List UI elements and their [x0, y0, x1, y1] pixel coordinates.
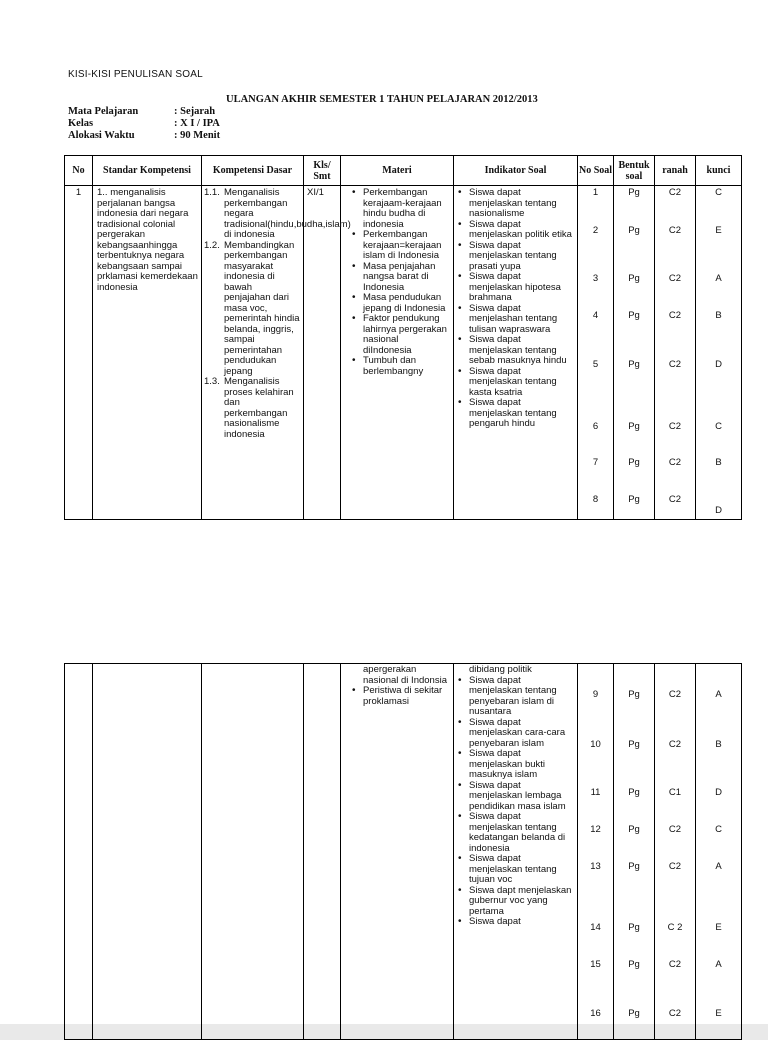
- list-item: • Tumbuh dan berlembangny: [349, 356, 449, 377]
- table-header-row: [65, 156, 742, 186]
- exam-title: ULANGAN AKHIR SEMESTER 1 TAHUN PELAJARAN 2012/2013: [226, 94, 538, 105]
- materi-continued: apergerakan nasional di Indonsia: [363, 664, 447, 686]
- no-soal: 12: [590, 824, 601, 835]
- table-row: [65, 186, 742, 520]
- kunci: E: [715, 225, 722, 236]
- no-soal: 3: [592, 273, 599, 284]
- kisi-kisi-table-continued: [64, 663, 742, 1040]
- list-item: • Siswa dapat menjelaskan lembaga pendidikan masa islam: [455, 781, 573, 813]
- no-soal: 4: [592, 310, 599, 321]
- materi: [341, 186, 454, 520]
- kd-item: [204, 377, 300, 440]
- ranah: C2: [668, 310, 682, 321]
- list-item: • Masa pendudukan jepang di Indonesia: [349, 293, 449, 314]
- kd-item: [204, 241, 300, 378]
- no-soal: 16: [590, 1008, 601, 1019]
- kunci: D: [715, 505, 722, 516]
- list-item: • Siswa dapat menjelaskan tentang kasta ksatria: [455, 367, 573, 399]
- materi-list: [349, 686, 449, 707]
- kunci: B: [715, 739, 722, 750]
- ranah: C2: [668, 861, 682, 872]
- kd-text: Membandingkan perkembangan masyarakat indonesia di bawah penjajahan dari masa voc, pemerintah hindia belanda, inggris, sampai pemerintahan pendudukan jepang: [224, 239, 300, 377]
- ranah: C2: [668, 225, 682, 236]
- list-item: • Perkembangan kerajaam-kerajaan hindu budha di indonesia: [349, 188, 449, 230]
- col-header: No Soal: [578, 156, 614, 186]
- no-soal: 8: [592, 494, 599, 505]
- no-soal: 11: [590, 787, 601, 798]
- list-item: • Siswa dapat menjelaskan politik etika: [455, 220, 573, 241]
- kd-number: 1.1.: [204, 187, 220, 198]
- materi: [341, 664, 454, 1040]
- no-soal: 7: [592, 457, 599, 468]
- list-item: • Siswa dapat menjelaskan tentang nasionalisme: [455, 188, 573, 220]
- indikator-list: [455, 676, 573, 928]
- kunci: D: [715, 787, 722, 798]
- bentuk-soal: Pg: [628, 494, 640, 505]
- row-number: 1: [65, 186, 93, 520]
- indikator-soal: [454, 186, 578, 520]
- bentuk-soal: Pg: [628, 959, 640, 970]
- kd-text: Menganalisis perkembangan negara tradisional(hindu,budha,islam) di indonesia: [224, 187, 351, 240]
- kelas-semester: [304, 664, 341, 1040]
- ranah: C 2: [667, 922, 683, 933]
- meta-subject: [68, 106, 215, 117]
- list-item: • Masa penjajahan nangsa barat di Indonesia: [349, 262, 449, 294]
- meta-label: Mata Pelajaran: [68, 106, 139, 117]
- kunci: A: [715, 959, 722, 970]
- ranah: C2: [668, 421, 682, 432]
- list-item: • Perkembangan kerajaan=kerajaan islam di Indonesia: [349, 230, 449, 262]
- kd-text: Menganalisis proses kelahiran dan perkembangan nasionalisme indonesia: [224, 376, 294, 440]
- ranah: C2: [668, 824, 682, 835]
- kunci: B: [715, 310, 722, 321]
- list-item: • Siswa dapat menjelaskan tentang tujuan voc: [455, 854, 573, 886]
- no-soal: 2: [592, 225, 599, 236]
- list-item: • Siswa dapat: [455, 917, 573, 928]
- bentuk-soal: Pg: [628, 739, 640, 750]
- col-header: Indikator Soal: [454, 156, 578, 186]
- kd-number: 1.3.: [204, 376, 220, 387]
- bentuk-soal: Pg: [628, 824, 640, 835]
- indikator-continued: dibidang politik: [469, 664, 532, 675]
- col-header: Materi: [341, 156, 454, 186]
- meta-value: : X I / IPA: [174, 118, 220, 129]
- list-item: • Siswa dapat menjelaskan bukti masuknya islam: [455, 749, 573, 781]
- no-soal: 9: [592, 689, 599, 700]
- standar-kompetensi: 1.. menganalisis perjalanan bangsa indonesia dari negara tradisional colonial pergerakan kebangsaanhingga terbentuknya negara kebangsaan sampai prklamasi kemerdekaan indonesia: [93, 186, 202, 520]
- list-item: • Siswa dapat menjelaskan hipotesa brahmana: [455, 272, 573, 304]
- ranah: C2: [668, 689, 682, 700]
- no-soal-cell: [578, 186, 614, 520]
- ranah: C2: [668, 959, 682, 970]
- meta-value: : Sejarah: [174, 106, 216, 117]
- no-soal: 5: [592, 359, 599, 370]
- kunci-cell: [696, 186, 742, 520]
- ranah: C1: [668, 787, 682, 798]
- col-header: Kompetensi Dasar: [202, 156, 304, 186]
- kd-number: 1.2.: [204, 239, 220, 251]
- kompetensi-dasar: [202, 664, 304, 1040]
- meta-label: Kelas: [68, 118, 94, 129]
- list-item: • Peristiwa di sekitar proklamasi: [349, 686, 449, 707]
- kunci: D: [715, 359, 722, 370]
- no-soal-cell: [578, 664, 614, 1040]
- kunci: C: [715, 421, 722, 432]
- meta-time: [68, 130, 220, 141]
- kunci-cell: [696, 664, 742, 1040]
- list-item: • Siswa dapat menjelaskan tentang pengaruh hindu: [455, 398, 573, 430]
- ranah: C2: [668, 457, 682, 468]
- meta-class: [68, 118, 220, 129]
- kunci: C: [715, 824, 722, 835]
- indikator-soal: [454, 664, 578, 1040]
- list-item: • Siswa dapat menjelaskan tentang kedatangan belanda di indonesia: [455, 812, 573, 854]
- kunci: A: [715, 689, 722, 700]
- indikator-list: [455, 188, 573, 430]
- ranah-cell: [655, 186, 696, 520]
- list-item: • Siswa dapat menjelaskan tentang sebab masuknya hindu: [455, 335, 573, 367]
- col-header: Kls/ Smt: [304, 156, 341, 186]
- no-soal: 15: [590, 959, 601, 970]
- no-soal: 13: [590, 861, 601, 872]
- list-item: • Siswa dapat menjelaskan tentang prasati yupa: [455, 241, 573, 273]
- kunci: B: [715, 457, 722, 468]
- meta-label: Alokasi Waktu: [68, 130, 135, 141]
- ranah: C2: [668, 273, 682, 284]
- col-header: ranah: [655, 156, 696, 186]
- no-soal: 6: [592, 421, 599, 432]
- ranah: C2: [668, 1008, 682, 1019]
- bentuk-soal: Pg: [628, 273, 640, 284]
- ranah: C2: [668, 494, 682, 505]
- ranah: C2: [668, 739, 682, 750]
- bentuk-soal: Pg: [628, 922, 640, 933]
- standar-kompetensi: [93, 664, 202, 1040]
- ranah-cell: [655, 664, 696, 1040]
- kunci: C: [715, 187, 722, 198]
- kisi-kisi-table: [64, 155, 742, 520]
- bentuk-soal: Pg: [628, 689, 640, 700]
- col-header: Standar Kompetensi: [93, 156, 202, 186]
- bentuk-soal: Pg: [628, 1008, 640, 1019]
- kunci: E: [715, 922, 722, 933]
- row-number: [65, 664, 93, 1040]
- kunci: E: [715, 1008, 722, 1019]
- table-row: [65, 664, 742, 1040]
- bentuk-soal: Pg: [628, 787, 640, 798]
- bentuk-soal-cell: [614, 664, 655, 1040]
- bentuk-soal: Pg: [628, 359, 640, 370]
- materi-list: [349, 188, 449, 377]
- meta-value: : 90 Menit: [174, 130, 221, 141]
- col-header: No: [65, 156, 93, 186]
- ranah: C2: [668, 187, 682, 198]
- document-title: KISI-KISI PENULISAN SOAL: [68, 69, 203, 80]
- list-item: • Faktor pendukung lahirnya pergerakan nasional diIndonesia: [349, 314, 449, 356]
- list-item: • Siswa dapat menjelaskan tentang penyebaran islam di nusantara: [455, 676, 573, 718]
- no-soal: 1: [592, 187, 599, 198]
- kunci: A: [715, 861, 722, 872]
- bentuk-soal: Pg: [628, 310, 640, 321]
- col-header: Bentuk soal: [614, 156, 655, 186]
- ranah: C2: [668, 359, 682, 370]
- bentuk-soal: Pg: [628, 225, 640, 236]
- kunci: A: [715, 273, 722, 284]
- bentuk-soal: Pg: [628, 421, 640, 432]
- no-soal: 10: [590, 739, 601, 750]
- kelas-semester: XI/1: [304, 186, 341, 520]
- col-header: kunci: [696, 156, 742, 186]
- no-soal: 14: [590, 922, 601, 933]
- bentuk-soal: Pg: [628, 187, 640, 198]
- bentuk-soal: Pg: [628, 457, 640, 468]
- bentuk-soal: Pg: [628, 861, 640, 872]
- bentuk-soal-cell: [614, 186, 655, 520]
- list-item: • Siswa dapt menjelaskan gubernur voc yang pertama: [455, 886, 573, 918]
- list-item: • Siswa dapat menjelaskan cara-cara penyebaran islam: [455, 718, 573, 750]
- list-item: • Siswa dapat menjelashan tentang tulisan wapraswara: [455, 304, 573, 336]
